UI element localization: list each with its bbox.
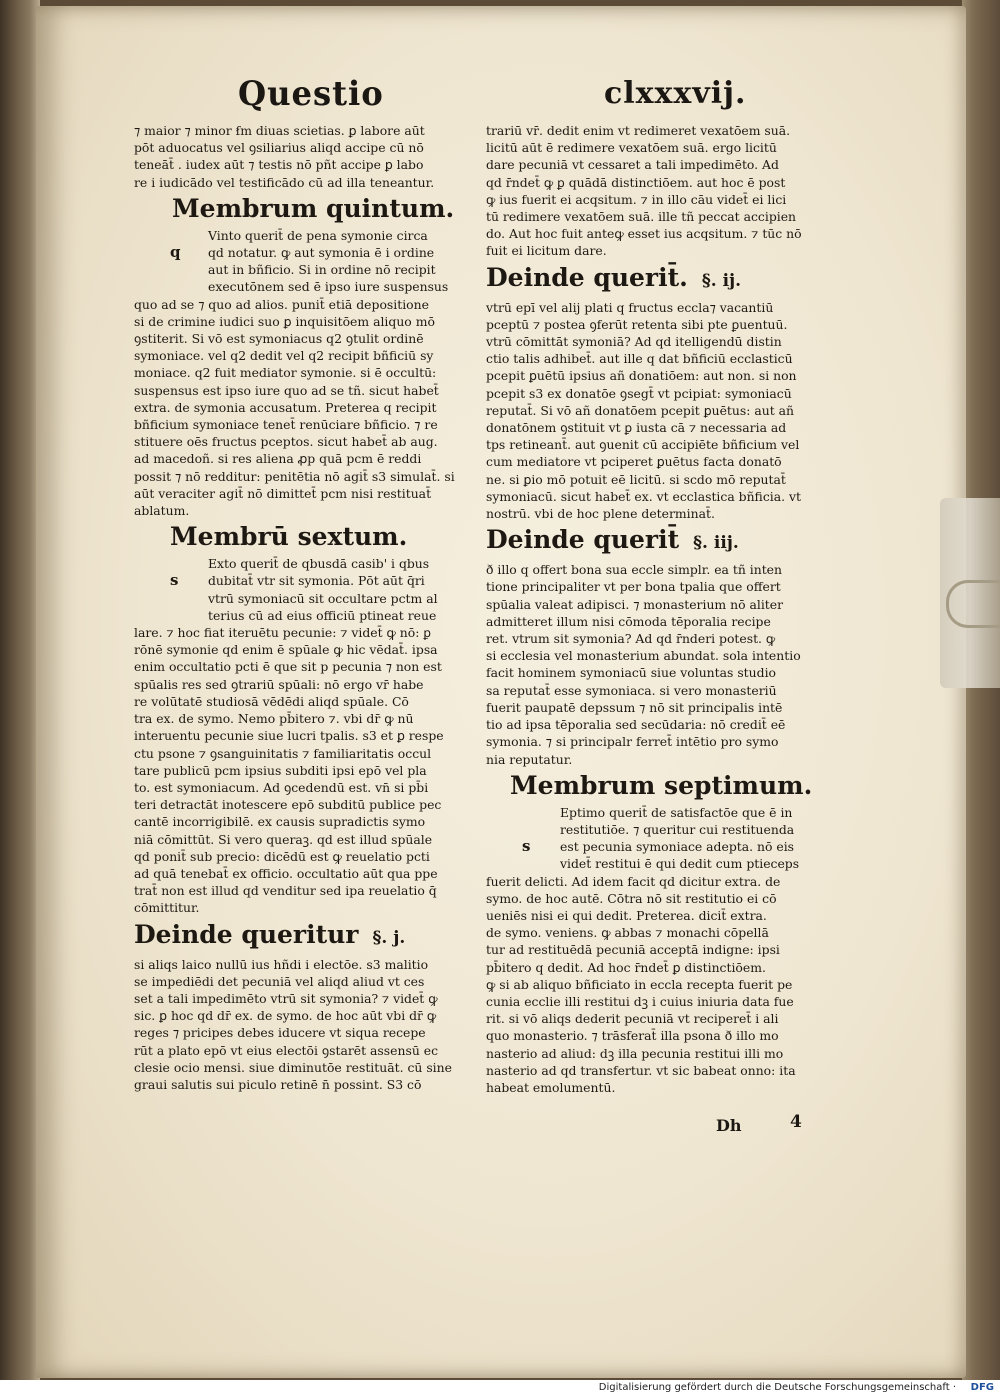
text-line: fuerit delicti. Ad idem facit qd dicitur extra. de [486, 873, 781, 889]
text-line: ctu psone ⁊ ꝯsanguinitatis ⁊ familiaritatis occul [134, 745, 432, 761]
text-line: pōt aduocatus vel ꝯsiliarius aliqd accipe cū nō [134, 140, 424, 156]
text-line: si ecclesia vel monasterium abundat. sola intentio [486, 648, 801, 664]
text-line: interuentu pecunie siue lucri tpalis. s3 et ꝑ respe [134, 728, 444, 744]
text-line: rōnē symonie qd enim ē spūale ꝙ hic vēdat̄. ipsa [134, 642, 438, 658]
text-line: suspensus est ipso iure quo ad se tñ. sicut habet̄ [134, 382, 439, 398]
section-heading-deinde-queritur-3 [486, 524, 838, 559]
text-line: Eptimo querit̄ de satisfactōe que ē in [560, 804, 793, 820]
text-line: rit. si vō aliqs dederit pecuniā vt reciperet̄ i ali [486, 1011, 779, 1027]
text-line: donatōnem ꝯstituit vt ꝑ iusta cā ⁊ necessaria ad [486, 420, 787, 436]
funding-notice: Digitalisierung gefördert durch die Deutsche Forschungsgemeinschaft · [598, 1382, 956, 1393]
text-line: ablatum. [134, 503, 190, 519]
section-title: Membrum quintum. [172, 193, 455, 223]
text-line: ꝯstiterit. Si vō est symoniacus q2 ꝯtulit ordinē [134, 331, 424, 347]
text-line: aūt veraciter agit̄ nō dimittet̄ pcm nisi restituat̄ [134, 485, 432, 501]
text-line: ꝙ ius fuerit ei acqsitum. ⁊ in illo cāu videt̄ ei lici [486, 191, 787, 207]
guide-letter: s [522, 836, 531, 855]
paragraph-mark: §. j. [372, 927, 406, 948]
text-line: ne. si ꝑio mō potuit eē licitū. si scdo mō reputat̄ [486, 471, 786, 487]
text-line: Exto querit̄ de qbusdā casib' i qbus [208, 556, 430, 572]
text-line: quo ad se ⁊ quo ad alios. punit̄ etiā depositione [134, 296, 429, 312]
right-intro-paragraph [486, 122, 838, 260]
text-line: teri detractāt inotescere epō subditū publice pec [134, 797, 442, 813]
text-line: pb̄itero q dedit. Ad hoc r̄ndet̄ ꝑ distinctiōem. [486, 959, 766, 975]
text-line: fuerit paupatē depssum ⁊ nō sit principalis intē [486, 699, 783, 715]
text-line: sic. ꝑ hoc qd dr̄ ex. de symo. de hoc aūt vbi dr̄ ꝙ [134, 1008, 437, 1024]
section-heading-deinde-queritur-1 [134, 919, 480, 954]
paragraph-mark: §. iij. [693, 533, 739, 554]
text-line: rūt a plato epō vt eius electōi ꝯstarēt assensū ec [134, 1042, 439, 1058]
text-line: bñficium symoniace tenet̄ renūciare bñficio. ⁊ re [134, 417, 438, 433]
text-line: fuit ei licitum dare. [486, 243, 607, 259]
text-line: si aliqs laico nullū ius hñdi i electōe. s3 malitio [134, 956, 429, 972]
text-line: extra. de symonia accusatum. Preterea q recipit [134, 399, 437, 415]
text-line: pceptū ⁊ postea ꝯferūt retenta sibi pte ꝑuentuū. [486, 316, 788, 332]
text-line: ð illo q offert bona sua eccle simplr. ea tñ inten [486, 562, 782, 578]
text-line: spūalis res sed ꝯtrariū spūali: nō ergo vr̄ habe [134, 676, 424, 692]
section-paragraph [486, 804, 838, 1096]
text-line: nasterio ad qd transfertur. vt sic babeat onno: ita [486, 1062, 796, 1078]
section-body-membrum-sextum [134, 555, 480, 916]
section-title: Deinde querit̄ [486, 525, 680, 555]
text-line: re volūtatē studiosā vēdēdi aliqd spūale. Cō [134, 693, 409, 709]
text-line: nia reputatur. [486, 751, 573, 767]
text-line: dubitat̄ vtr sit symonia. Pōt aūt q̄ri [208, 573, 425, 589]
signature-mark: 4 [790, 1112, 802, 1132]
text-line: enim occultatio pcti ē que sit p pecunia ⁊ non est [134, 659, 442, 675]
text-line: cum mediatore vt pciperet ꝑuētus facta donatō [486, 454, 782, 470]
text-line: facit hominem symoniacū siue voluntas studio [486, 665, 776, 681]
text-line: trariū vr̄. dedit enim vt redimeret vexatōem suā. [486, 123, 791, 138]
text-line: admitteret illum nisi cōmoda tēporalia recipe [486, 613, 771, 629]
text-line: qd ponit̄ sub precio: dicēdū est ꝙ reuelatio pcti [134, 848, 430, 864]
text-line: tū redimere vexatōem suā. ille tñ peccat accipien [486, 209, 797, 225]
text-line: ad macedoñ. si res aliena ꝓp quā pcm ē reddi [134, 451, 422, 467]
text-line: trat̄ non est illud qd venditur sed ipa reuelatio q̄ [134, 883, 437, 899]
text-line: tur ad restituēdā pecuniā acceptā indigne: ipsi [486, 942, 780, 958]
text-line: lare. ⁊ hoc fiat iteruētu pecunie: ⁊ videt̄ ꝙ nō: ꝑ [134, 625, 431, 641]
text-line: videt̄ restitui ē qui dedit cum ptieceps [560, 856, 800, 872]
section-heading-membrum-quintum [172, 193, 480, 225]
footer-bar [0, 1380, 1000, 1396]
folio-number: clxxxvij. [604, 76, 747, 111]
text-line: tio ad ipsa tēporalia sed secūdaria: nō credit̄ eē [486, 717, 786, 733]
text-line: symonia. ⁊ si principalr ferret̄ intētio pro symo [486, 734, 779, 750]
text-line: teneāt̄ . iudex aūt ⁊ testis nō pñt accipe ꝑ labo [134, 157, 424, 173]
section-title: Membrum septimum. [510, 770, 813, 800]
section-body-deinde-queritur-2 [486, 299, 838, 523]
text-line: se impediēdi det pecuniā vel aliqd aliud vt ces [134, 973, 425, 989]
text-line: pcepit ꝑuētū ipsius añ donatiōem: aut non. si non [486, 368, 797, 384]
text-line: tare publicū pcm ipsius subditi ipsi epō vel pla [134, 762, 427, 778]
text-line: cōmittitur. [134, 900, 200, 916]
section-body-membrum-quintum [134, 227, 480, 519]
text-line: qd r̄ndet̄ ꝙ ꝑ quādā distinctiōem. aut hoc ē post [486, 174, 786, 190]
text-line: spūalia valeat adipisci. ⁊ monasterium nō aliter [486, 596, 784, 612]
text-line: ꝙ si ab aliquo bñficiato in eccla recepta fuerit pe [486, 976, 793, 992]
section-paragraph [134, 555, 480, 916]
text-line: habeat emolumentū. [486, 1079, 616, 1095]
text-line: nasterio ad aliud: dꝫ illa pecunia restitui illi mo [486, 1045, 784, 1061]
section-heading-membrum-septimum [510, 770, 838, 802]
text-line: vtrū symoniacū sit occultare pctm al [208, 590, 438, 606]
text-line: symoniace. vel q2 dedit vel q2 recipit bñficiū sy [134, 348, 434, 364]
text-line: sa reputat̄ esse symoniaca. si vero monasteriū [486, 682, 777, 698]
text-line: vtrū cōmittāt symoniā? Ad qd itelligendū distin [486, 334, 782, 350]
text-line: qd notatur. ꝙ aut symonia ē i ordine [208, 245, 435, 261]
text-line: ad quā tenebat̄ ex officio. occultatio aūt qua ppe [134, 865, 438, 881]
running-head-left: Questio [238, 74, 384, 114]
book-cover-left-edge [0, 0, 40, 1380]
text-line: executōnem sed ē ipso iure suspensus [208, 279, 449, 295]
text-line: quo monasterio. ⁊ trāsferat̄ illa psona ð illo mo [486, 1028, 779, 1044]
text-line: Vinto querit̄ de pena symonie circa [208, 227, 428, 243]
text-line: licitū aūt ē redimere vexatōem suā. ergo licitū [486, 140, 777, 156]
text-line: possit ⁊ nō redditur: penitētia nō agit̄ s3 simulat̄. si [134, 468, 455, 484]
text-line: dare pecuniā vt cessaret a tali impedimēto. Ad [486, 157, 779, 173]
section-body-membrum-septimum [486, 804, 838, 1096]
text-line: re i iudicādo vel testificādo cū ad illa teneantur. [134, 174, 435, 190]
text-line: stituere oēs fructus pceptos. sicut habet̄ ab aug. [134, 434, 438, 450]
text-line: niā cōmittūt. Si vero queraꝫ. qd est illud spūale [134, 831, 433, 847]
text-column-left [134, 122, 480, 1093]
section-heading-membrum-sextum [170, 521, 480, 553]
text-line: de symo. veniens. ꝙ abbas ⁊ monachi cōpellā [486, 925, 769, 941]
text-line: moniace. q2 fuit mediator symonie. si ē occultū: [134, 365, 437, 381]
section-body-deinde-queritur-1 [134, 956, 480, 1094]
text-line: tra ex. de symo. Nemo pb̄itero ⁊. vbi dr̄ ꝙ nū [134, 711, 414, 727]
text-line: si de crimine iudici suo ꝑ inquisitōem aliquo mō [134, 313, 435, 329]
text-line: cantē incorrigibilē. ex causis supradictis symo [134, 814, 426, 830]
dfg-logo: DFG [970, 1382, 994, 1393]
text-line: pcepit s3 ex donatōe ꝯsegt̄ vt pcipiat: symoniacū [486, 385, 792, 401]
text-line: graui salutis sui piculo retinē n̄ possint. S3 cō [134, 1076, 422, 1092]
text-line: tione principaliter vt per bona tpalia que offert [486, 579, 781, 595]
clasp-ring [946, 580, 1000, 628]
text-line: symo. de hoc autē. Cōtra nō sit restitutio ei cō [486, 890, 777, 906]
text-line: do. Aut hoc fuit anteꝙ esset ius acqsitum. ⁊ tūc nō [486, 226, 802, 242]
text-line: ⁊ maior ⁊ minor ẜm diuas scietias. ꝑ labore aūt [134, 123, 425, 138]
section-paragraph [134, 227, 480, 519]
text-line: symoniacū. sicut habet̄ ex. vt ecclastica bñficia. vt [486, 488, 801, 504]
section-title: Deinde queritur [134, 919, 359, 949]
text-line: cunia ecclie illi restitui dꝫ i cuius iniuria data fue [486, 993, 794, 1009]
text-line: ctio talis adhibet̄. aut ille q dat bñficiū ecclasticū [486, 351, 793, 367]
text-line: aut in bñficio. Si in ordine nō recipit [208, 262, 436, 278]
paragraph-mark: §. ij. [701, 270, 742, 291]
text-line: clesie ocio mensi. siue diminutōe restituāt. cū sine [134, 1059, 452, 1075]
section-body-deinde-queritur-3 [486, 561, 838, 767]
book-cover-right-edge [962, 0, 1000, 1380]
text-line: vtrū epī vel alij plati q fructus eccla⁊ vacantiū [486, 299, 774, 315]
text-column-right [486, 122, 838, 1096]
text-line: tps retineant̄. aut ꝯuenit cū accipiēte bñficium vel [486, 437, 800, 453]
text-line: nostrū. vbi de hoc plene determinat̄. [486, 506, 715, 522]
section-heading-deinde-queritur-2 [486, 262, 838, 297]
text-line: est pecunia symoniace adepta. nō eis [560, 839, 795, 855]
text-line: terius cū ad eius officiū ptineat reue [208, 607, 437, 623]
guide-letter: s [170, 571, 179, 590]
text-line: reputat̄. Si vō añ donatōem pcepit ꝑuētus: aut añ [486, 402, 794, 418]
text-line: restitutiōe. ⁊ queritur cui restituenda [560, 821, 795, 837]
text-line: to. est symoniacum. Ad ꝯcedendū est. vn̄ si pb̄i [134, 779, 429, 795]
section-title: Deinde querit̄. [486, 262, 688, 292]
left-intro-paragraph [134, 122, 480, 191]
text-line: ret. vtrum sit symonia? Ad qd r̄nderi potest. ꝙ [486, 631, 776, 647]
text-line: reges ⁊ pricipes debes iducere vt siqua recepe [134, 1025, 426, 1041]
section-title: Membrū sextum. [170, 522, 408, 552]
text-line: ueniēs nisi ei qui dedit. Preterea. dicit̄ extra. [486, 907, 767, 923]
catchword: Dh [716, 1116, 742, 1135]
guide-letter: q [170, 242, 181, 261]
text-line: set a tali impedimēto vtrū sit symonia? ⁊ videt̄ ꝙ [134, 990, 438, 1006]
